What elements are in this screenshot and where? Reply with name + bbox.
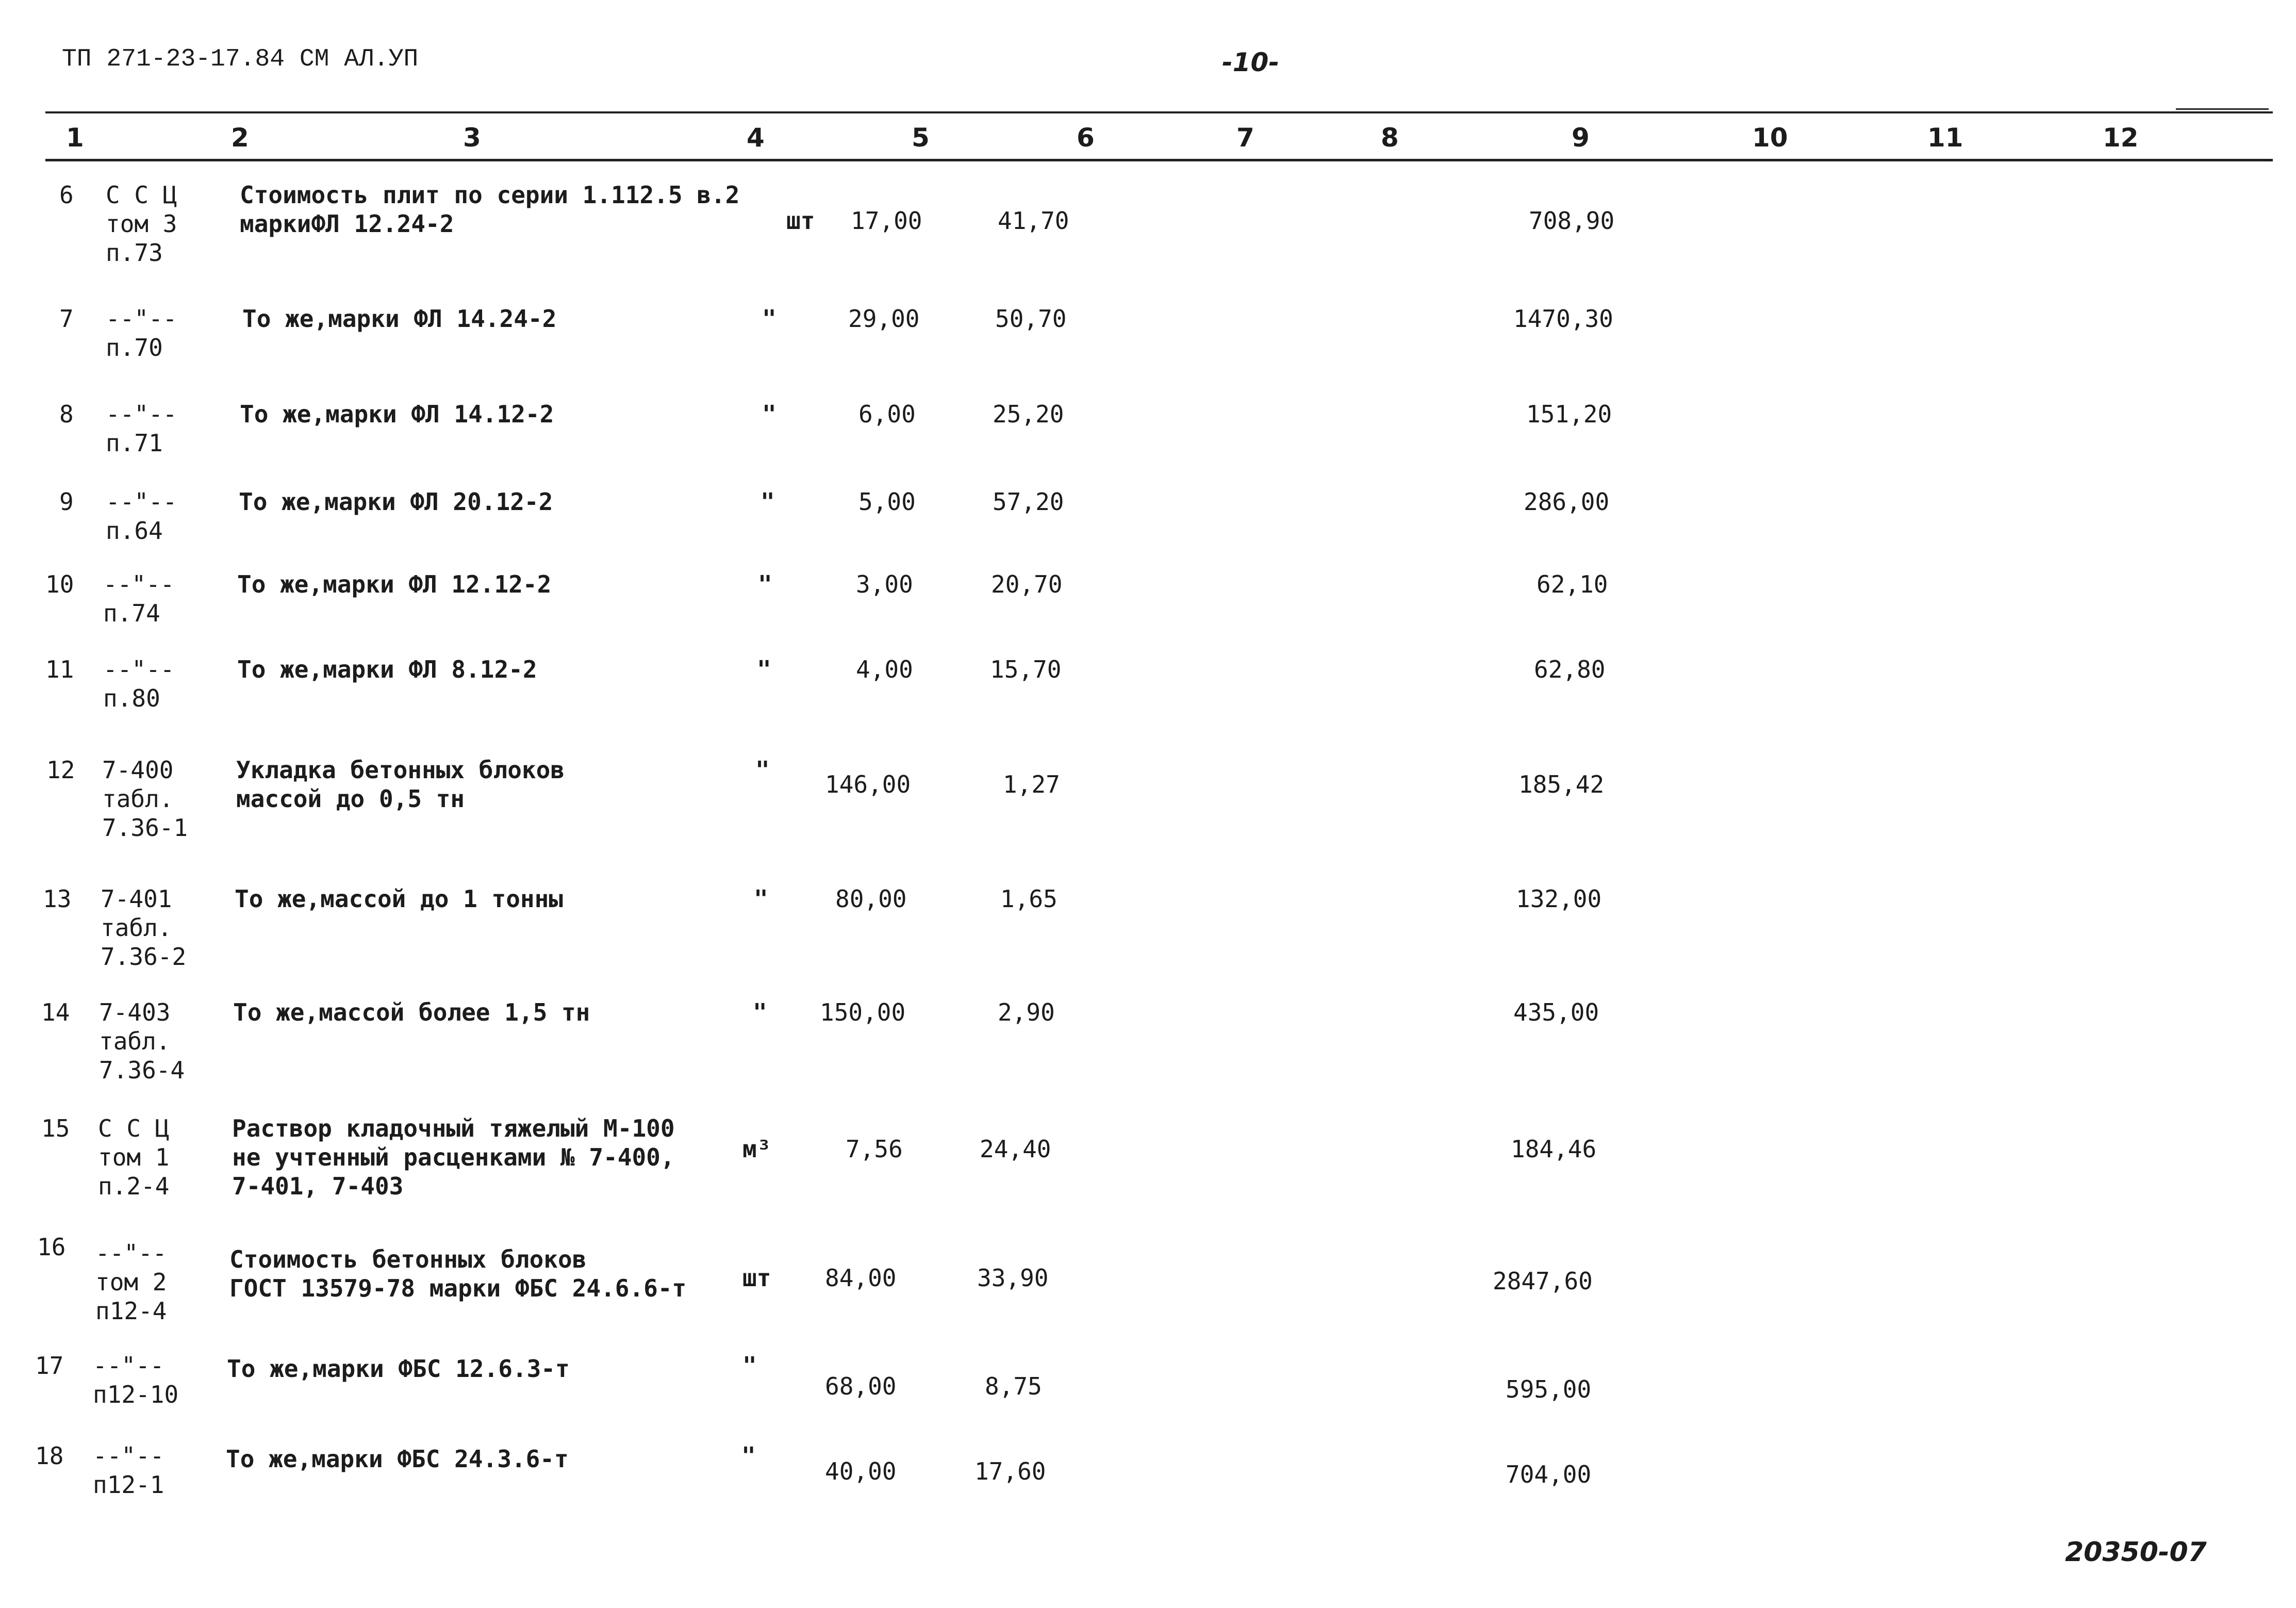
row-unit: м³ [742,1135,771,1163]
row-description: То же,марки ФЛ 8.12-2 [237,655,537,683]
row-unit: шт [742,1264,771,1292]
row-unit-price: 50,70 [995,305,1067,333]
row-number: 13 [43,885,72,913]
row-total: 184,46 [1511,1135,1597,1163]
row-reference: С С Ц том 3 п.73 [106,181,177,267]
row-unit-price: 41,70 [998,207,1069,235]
column-header-3: 3 [463,123,481,153]
row-unit: шт [786,207,815,235]
row-total: 435,00 [1513,998,1599,1026]
row-total: 704,00 [1506,1461,1592,1488]
table-top-rule [45,111,2273,113]
row-number: 15 [41,1114,70,1142]
column-header-1: 1 [66,123,84,153]
row-unit: " [757,655,771,683]
row-total: 595,00 [1506,1375,1592,1403]
row-description: То же,массой более 1,5 тн [233,998,590,1026]
row-reference: --"-- п.71 [106,400,177,457]
row-number: 17 [35,1352,64,1380]
row-description: То же,марки ФЛ 12.12-2 [237,570,552,598]
column-header-9: 9 [1572,123,1590,153]
row-description: То же,марки ФБС 24.3.6-т [226,1445,569,1473]
document-code: ТП 271-23-17.84 СМ АЛ.УП [62,45,419,73]
row-unit-price: 17,60 [974,1457,1046,1485]
row-reference: 7-401 табл. 7.36-2 [101,885,187,971]
row-total: 286,00 [1524,488,1610,516]
row-quantity: 68,00 [825,1372,897,1400]
column-header-11: 11 [1927,123,1963,153]
row-total: 151,20 [1526,400,1612,428]
row-unit-price: 20,70 [991,570,1063,598]
inventory-stamp: 20350-07 [2065,1537,2207,1568]
row-description: То же,марки ФЛ 20.12-2 [239,488,553,516]
row-number: 8 [59,400,74,428]
row-quantity: 40,00 [825,1457,897,1485]
row-unit-price: 57,20 [993,488,1064,516]
row-number: 9 [59,488,74,516]
column-header-5: 5 [912,123,930,153]
row-unit-price: 1,27 [1003,770,1060,798]
row-unit: " [742,1352,757,1380]
row-description: То же,массой до 1 тонны [235,885,563,913]
row-quantity: 6,00 [858,400,916,428]
row-unit: " [755,756,770,784]
row-unit: " [762,305,777,333]
row-number: 12 [46,756,75,784]
row-description: Раствор кладочный тяжелый М-100 не учтенный расценками № 7-400, 7-401, 7-403 [232,1114,675,1200]
row-unit-price: 33,90 [977,1264,1049,1292]
row-quantity: 146,00 [825,770,911,798]
column-header-7: 7 [1236,123,1254,153]
row-total: 1470,30 [1513,305,1613,333]
row-unit-price: 15,70 [990,655,1062,683]
page-number: -10- [1222,47,1280,77]
row-quantity: 7,56 [846,1135,903,1163]
row-unit: " [762,400,777,428]
column-header-6: 6 [1077,123,1095,153]
row-reference: 7-403 табл. 7.36-4 [99,998,185,1084]
column-header-2: 2 [231,123,249,153]
row-total: 185,42 [1518,770,1605,798]
row-quantity: 80,00 [835,885,907,913]
row-reference: 7-400 табл. 7.36-1 [102,756,188,842]
table-header-rule [45,159,2273,161]
row-number: 18 [35,1442,64,1470]
row-description: То же,марки ФЛ 14.12-2 [240,400,554,428]
row-unit: " [754,885,768,913]
row-unit-price: 2,90 [998,998,1055,1026]
column-header-4: 4 [747,123,765,153]
column-header-10: 10 [1752,123,1788,153]
row-description: Стоимость плит по серии 1.112.5 в.2 маркиФЛ 12.24-2 [240,181,740,238]
row-unit: " [753,998,767,1026]
row-total: 708,90 [1529,207,1615,235]
row-total: 2847,60 [1493,1267,1593,1295]
row-number: 14 [41,998,70,1026]
row-description: Стоимость бетонных блоков ГОСТ 13579-78 марки ФБС 24.6.6-т [229,1245,687,1302]
row-unit-price: 8,75 [985,1372,1042,1400]
row-number: 11 [45,655,74,683]
row-unit: " [761,488,775,516]
row-reference: --"-- п.80 [103,655,175,712]
row-quantity: 3,00 [856,570,913,598]
row-quantity: 84,00 [825,1264,897,1292]
row-quantity: 17,00 [851,207,922,235]
row-description: То же,марки ФБС 12.6.3-т [227,1355,570,1383]
row-description: То же,марки ФЛ 14.24-2 [242,305,557,333]
row-unit: " [758,570,772,598]
column-header-12: 12 [2103,123,2139,153]
row-total: 62,10 [1537,570,1608,598]
row-unit-price: 1,65 [1000,885,1058,913]
row-reference: --"-- п.74 [103,570,175,627]
column-header-8: 8 [1381,123,1399,153]
row-quantity: 29,00 [848,305,920,333]
row-reference: --"-- п12-1 [93,1442,164,1499]
row-total: 62,80 [1534,655,1606,683]
row-description: Укладка бетонных блоков массой до 0,5 тн [236,756,565,813]
row-number: 7 [59,305,74,333]
row-unit-price: 24,40 [980,1135,1051,1163]
row-unit: " [741,1442,756,1470]
row-quantity: 150,00 [820,998,906,1026]
row-number: 16 [37,1233,66,1261]
row-number: 10 [45,570,74,598]
row-reference: С С Ц том 1 п.2-4 [98,1114,170,1200]
row-number: 6 [59,181,74,209]
table-top-rule-right [2176,108,2269,110]
row-reference: --"-- п12-10 [93,1352,179,1408]
row-quantity: 4,00 [856,655,913,683]
row-quantity: 5,00 [858,488,916,516]
row-reference: --"-- п.64 [106,488,177,545]
row-total: 132,00 [1516,885,1602,913]
row-unit-price: 25,20 [993,400,1064,428]
row-reference: --"-- том 2 п12-4 [95,1239,167,1325]
row-reference: --"-- п.70 [106,305,177,362]
